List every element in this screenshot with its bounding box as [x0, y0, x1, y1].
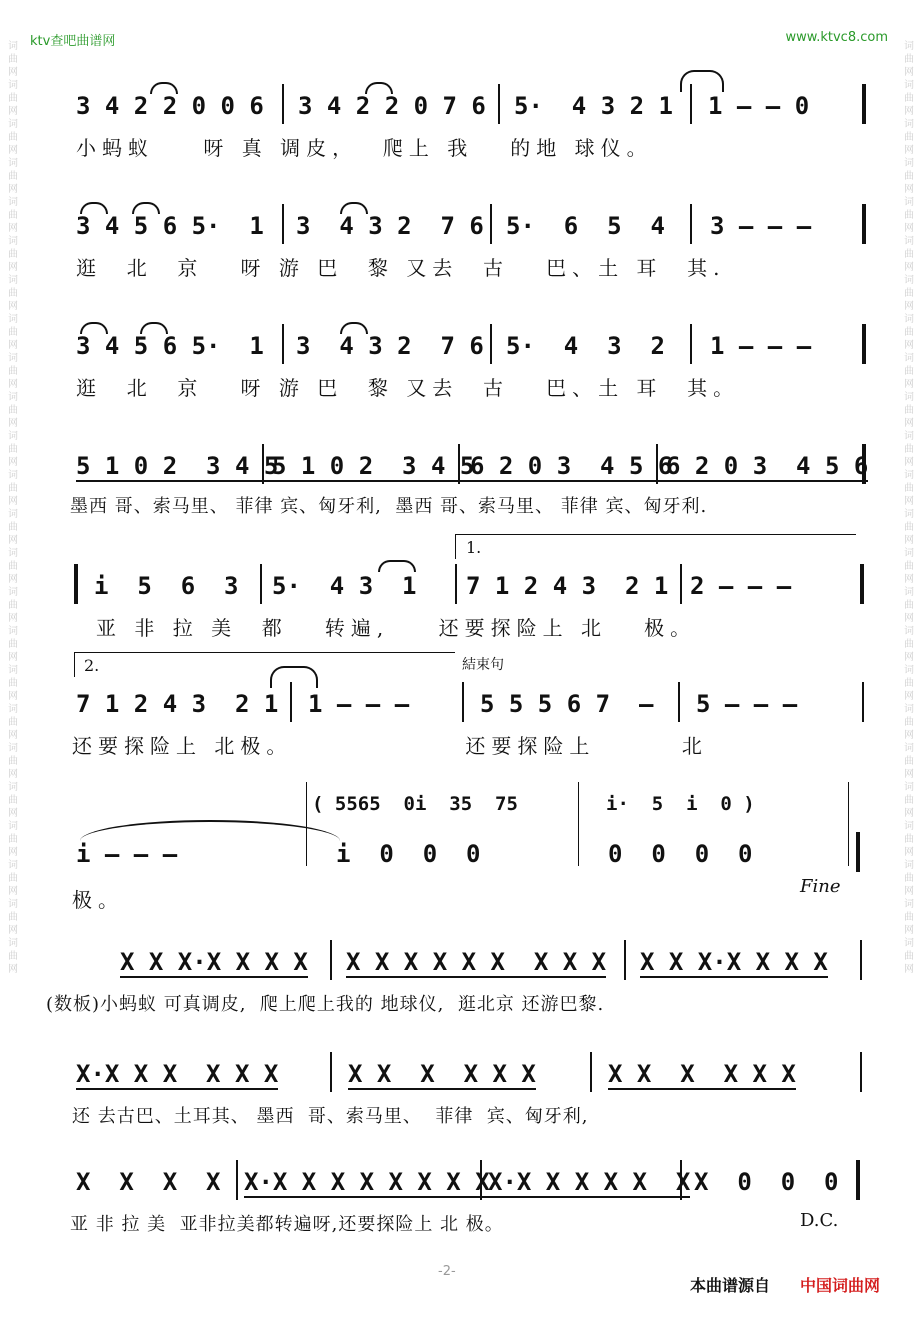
measure-7-3: 0 0 0 0 [608, 840, 753, 868]
measure-6-2: 1 – – – [308, 690, 410, 718]
repeat-end-barline [860, 564, 864, 604]
lyrics-line-8: (数板)小蚂蚁 可真调皮, 爬上爬上我的 地球仪, 逛北京 还游巴黎. [46, 994, 605, 1015]
accompaniment-2: i· 5 i 0 ) [606, 793, 755, 815]
lyrics-line-6: 还要探险上 北极。 还要探险上 北 [72, 734, 708, 758]
measure-1-3: 5· 4 3 2 1 [514, 92, 673, 120]
measure-5-3: 7 1 2 4 3 2 1 [466, 572, 669, 600]
measure-5-2: 5· 4 3 1 [272, 572, 417, 600]
lyrics-line-7: 极。 [72, 888, 124, 912]
barline [860, 1052, 862, 1092]
measure-9-3: X X X X X X [608, 1060, 796, 1088]
barline [282, 324, 284, 364]
barline [862, 204, 866, 244]
lyrics-line-5: 亚 非 拉 美 都 转遍, 还要探险上 北 极。 [96, 616, 697, 640]
barline [624, 940, 626, 980]
barline [455, 564, 457, 604]
barline [690, 84, 692, 124]
measure-4-3: 6 2 0 3 4 5 6 [470, 452, 673, 480]
lyrics-line-3: 逛 北 京 呀 游 巴 黎 又去 古 巴、土 耳 其。 [76, 376, 740, 400]
barline [678, 682, 680, 722]
measure-3-2: 3 4 3 2 7 6 [296, 332, 484, 360]
barline [490, 204, 492, 244]
lyrics-line-4: 墨西 哥、索马里、 菲律 宾、匈牙利, 墨西 哥、索马里、 菲律 宾、匈牙利. [70, 496, 708, 517]
barline [282, 204, 284, 244]
lyrics-line-1: 小蚂蚁 呀 真 调皮， 爬上 我 的地 球仪。 [76, 136, 653, 160]
measure-8-2: X X X X X X X X X [346, 948, 607, 976]
lyrics-line-2: 逛 北 京 呀 游 巴 黎 又去 古 巴、土 耳 其. [76, 256, 726, 280]
barline [458, 444, 460, 484]
measure-3-3: 5· 4 3 2 [506, 332, 665, 360]
measure-3-4: 1 – – – [710, 332, 812, 360]
volta-2-label: 2. [84, 656, 100, 675]
measure-2-2: 3 4 3 2 7 6 [296, 212, 484, 240]
header-left-site[interactable]: ktv查吧曲谱网 [30, 34, 116, 49]
barline [236, 1160, 238, 1200]
measure-10-3: X·X X X X X X [488, 1168, 691, 1196]
barline [306, 782, 307, 866]
measure-5-1: i 5 6 3 [94, 572, 239, 600]
measure-5-4: 2 – – – [690, 572, 792, 600]
barline [330, 940, 332, 980]
measure-10-1: X X X X [76, 1168, 221, 1196]
volta-1 [455, 534, 856, 559]
measure-10-2: X·X X X X X X X X [244, 1168, 490, 1196]
measure-8-3: X X X·X X X X [640, 948, 828, 976]
lyrics-line-10: 亚 非 拉 美 亚非拉美都转遍呀,还要探险上 北 极。 [70, 1214, 504, 1235]
watermark-right: 词曲网 词曲网 词曲网 词曲网 词曲网 词曲网 词曲网 词曲网 词曲网 词曲网 词曲网 词曲网 词曲网 词曲网 词曲网 词曲网 词曲网 词曲网 词曲网 词曲网 词曲网 词曲网 词曲网 词曲网 [904, 41, 914, 975]
barline [330, 1052, 332, 1092]
barline [260, 564, 262, 604]
barline [578, 782, 579, 866]
barline [690, 324, 692, 364]
volta-1-label: 1. [466, 538, 482, 557]
header-right-site[interactable]: www.ktvc8.com [785, 30, 888, 45]
measure-6-4: 5 – – – [696, 690, 798, 718]
barline [862, 324, 866, 364]
footer-source-name[interactable]: 中国词曲网 [800, 1276, 881, 1295]
barline [860, 940, 862, 980]
repeat-start-barline [74, 564, 78, 604]
measure-6-3: 5 5 5 6 7 – [480, 690, 654, 718]
barline [656, 444, 658, 484]
watermark-left: 词曲网 词曲网 词曲网 词曲网 词曲网 词曲网 词曲网 词曲网 词曲网 词曲网 词曲网 词曲网 词曲网 词曲网 词曲网 词曲网 词曲网 词曲网 词曲网 词曲网 词曲网 词曲网 词曲网 词曲网 [8, 41, 18, 975]
measure-10-4: X 0 0 0 [694, 1168, 839, 1196]
measure-9-2: X X X X X X [348, 1060, 536, 1088]
ending-section-label: 結束句 [462, 657, 504, 673]
measure-2-3: 5· 6 5 4 [506, 212, 665, 240]
measure-3-1: 3 4 5 6 5· 1 [76, 332, 264, 360]
measure-8-1: X X X·X X X X [120, 948, 308, 976]
final-barline [856, 832, 860, 872]
measure-1-4: 1 – – 0 [708, 92, 810, 120]
measure-6-1: 7 1 2 4 3 2 1 [76, 690, 279, 718]
page-number: -2- [438, 1264, 456, 1279]
measure-4-1: 5 1 0 2 3 4 5 [76, 452, 279, 480]
barline [680, 564, 682, 604]
barline [490, 324, 492, 364]
volta-2 [74, 652, 455, 677]
lyrics-line-9: 还 去古巴、土耳其、 墨西 哥、索马里、 菲律 宾、匈牙利, [72, 1106, 589, 1127]
barline [690, 204, 692, 244]
barline [862, 444, 866, 484]
footer-source-label: 本曲谱源自 [690, 1276, 771, 1295]
barline [462, 682, 464, 722]
dc-mark: D.C. [800, 1210, 839, 1231]
barline [262, 444, 264, 484]
barline [862, 682, 864, 722]
measure-2-4: 3 – – – [710, 212, 812, 240]
barline [848, 782, 849, 866]
barline [590, 1052, 592, 1092]
barline [862, 84, 866, 124]
measure-4-4: 6 2 0 3 4 5 6 [666, 452, 869, 480]
measure-2-1: 3 4 5 6 5· 1 [76, 212, 264, 240]
fine-mark: Fine [800, 876, 841, 897]
final-barline [856, 1160, 860, 1200]
barline [680, 1160, 682, 1200]
measure-7-1: i – – – [76, 840, 178, 868]
barline [480, 1160, 482, 1200]
measure-1-2: 3 4 2 2 0 7 6 [298, 92, 486, 120]
barline [282, 84, 284, 124]
barline [290, 682, 292, 722]
measure-7-2: i 0 0 0 [336, 840, 481, 868]
measure-1-1: 3 4 2 2 0 0 6 [76, 92, 264, 120]
measure-9-1: X·X X X X X X [76, 1060, 279, 1088]
accompaniment-1: ( 5565 0i 35 75 [312, 793, 518, 815]
barline [498, 84, 500, 124]
measure-4-2: 5 1 0 2 3 4 5 [272, 452, 475, 480]
